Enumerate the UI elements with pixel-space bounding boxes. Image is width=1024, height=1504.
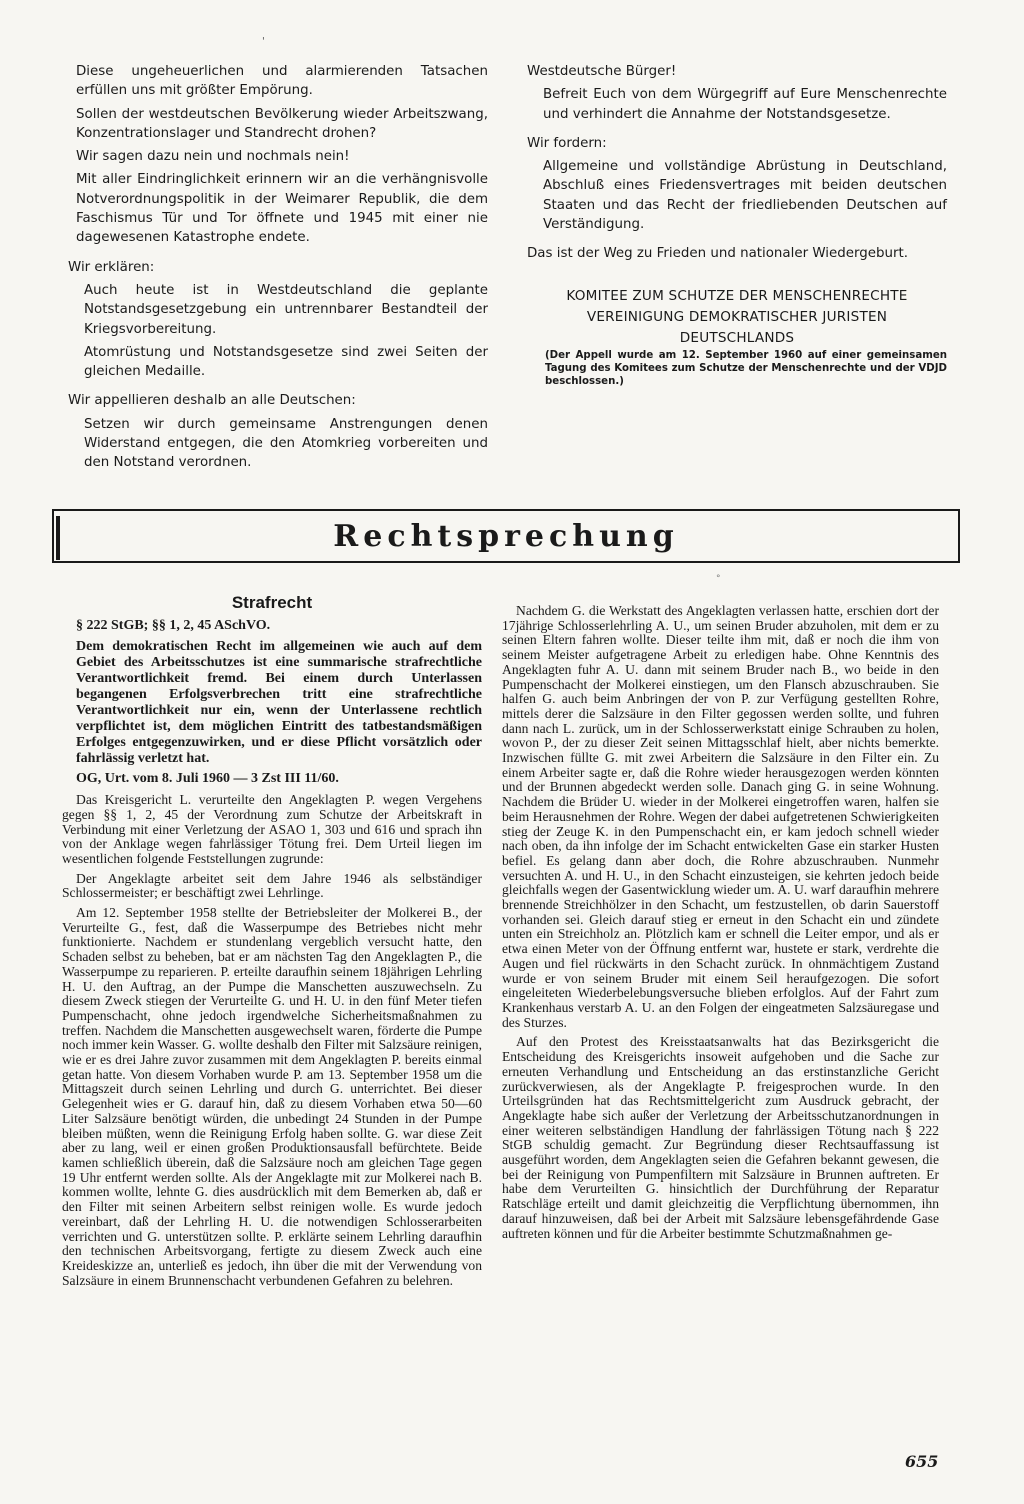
appeal-paragraph: Auch heute ist in Westdeutschland die geplante Notstandsgesetzgebung ein untrennbarer Bestandteil der Kriegsvorbereitung. — [84, 282, 488, 337]
signatory-line: VEREINIGUNG DEMOKRATISCHER JURISTEN — [586, 308, 888, 325]
appeal-paragraph: Atomrüstung und Notstandsgesetze sind zwei Seiten der gleichen Medaille. — [84, 344, 488, 380]
appeal-paragraph: Befreit Euch von dem Würgegriff auf Eure Menschenrechte und verhindert die Annahme der Notstandsgesetze. — [543, 87, 947, 122]
appeal-left-column — [68, 62, 488, 477]
headnote: Dem demokratischen Recht im allgemeinen wie auch auf dem Gebiet des Arbeitsschutzes ist eine summarische strafrechtliche Verantwortlichkeit fremd. Bei einem durch Unterlassen begangenen Erfolgsverbrechen tritt eine strafrechtliche Verantwortlichkeit nur ein, wenn der Unterlassene rechtlich verpflichtet ist, dem möglichen Eintritt des tatbestandsmäßigen Erfolges entgegenzuwirken, und er diese Pflicht vorsätzlich oder fahrlässig verletzt hat. — [76, 639, 482, 767]
section-title: Strafrecht — [231, 593, 313, 612]
banner-rule — [56, 516, 60, 560]
signatories — [527, 286, 947, 349]
appeal-paragraph: Diese ungeheuerlichen und alarmierenden Tatsachen erfüllen uns mit größter Empörung. — [76, 64, 488, 99]
appeal-paragraph: Sollen der westdeutschen Bevölkerung wieder Arbeitszwang, Konzentrationslager und Standrecht drohen? — [76, 106, 488, 141]
judgment-right-column — [502, 604, 939, 1246]
judgment-left-column — [62, 593, 482, 1293]
scan-mark: ' — [262, 36, 265, 47]
appeal-paragraph: Wir sagen dazu nein und nochmals nein! — [76, 149, 350, 165]
law-reference: § 222 StGB; §§ 1, 2, 45 ASchVO. — [76, 617, 271, 633]
body-paragraph: Am 12. September 1958 stellte der Betriebsleiter der Molkerei B., der Verurteilte G., fest, daß die Wasserpumpe des Betriebes nicht mehr funktionierte. Nachdem er stundenlang vergeblich versucht hatte, den Schaden selbst zu beheben, bat er am nächsten Tag den Angeklagten P., die Wasserpumpe zu reparieren. P. erteilte daraufhin seinem 18jährigen Lehrling H. U. den Auftrag, an der Pumpe die Manschetten auszuwechseln. Zu diesem Zweck stiegen der Verurteilte G. und H. U. in den fünf Meter tiefen Pumpenschacht, ohne jedoch irgendwelche Sicherheitsmaßnahmen zu treffen. Nachdem die Manschetten ausgewechselt waren, förderte die Pumpe noch immer kein Wasser. G. wollte deshalb den Filter mit Salzsäure reinigen, wie er es drei Jahre zuvor zusammen mit dem Angeklagten P. bereits einmal getan hatte. Von diesem Vorhaben wurde P. am 13. September 1958 um die Mittagszeit durch seinen Lehrling und durch G. unterrichtet. Bei dieser Gelegenheit wies er G. darauf hin, daß zu diesem Vorhaben etwa 50—60 Liter Salzsäure benötigt würden, die unbedingt 24 Stunden in der Pumpe bleiben müßten, wenn die Reinigung Erfolg haben sollte. G. war diese Zeit aber zu lang, weil er einen großen Produktionsausfall befürchtete. Beide kamen schließlich überein, daß die Salzsäure noch am gleichen Tage gegen 19 Uhr entfernt werden sollte. Als der Angeklagte mit zur Molkerei nach B. kommen wollte, lehnte G. dies ausdrücklich mit dem Bemerken ab, daß er den Filter mit seinen Arbeitern selbst reinigen wolle. Es wurde jedoch vereinbart, daß der Lehrling H. U. die notwendigen Schlosserarbeiten verrichten und G. unterstützen sollte. P. erklärte seinem Lehrling daraufhin den technischen Arbeitsvorgang, fertigte zu diesem Zweck auch eine Kreideskizze an, unterließ es jedoch, ihn über die mit der Verwendung von Salzsäure in einem Brunnenschacht verbundenen Gefahren zu belehren. — [62, 905, 482, 1288]
appeal-paragraph: Das ist der Weg zu Frieden und nationaler Wiedergeburt. — [527, 246, 908, 262]
body-paragraph: Das Kreisgericht L. verurteilte den Angeklagten P. wegen Vergehens gegen §§ 1, 2, 45 der Verordnung zum Schutze der Arbeitskraft in Verbindung mit einer Verletzung der ASAO 1, 303 und 616 und sprach ihn von der Anklage wegen fahrlässiger Tötung frei. Dem Urteil liegen im wesentlichen folgende Feststellungen zugrunde: — [62, 792, 482, 866]
body-paragraph: Auf den Protest des Kreisstaatsanwalts hat das Bezirksgericht die Entscheidung des Kreisgerichts insoweit aufgehoben und die Sache zur erneuten Verhandlung und Entscheidung an das erstinstanzliche Gericht zurückverwiesen, als der Angeklagte P. freigesprochen wurde. In den Urteilsgründen hat das Rechtsmittelgericht zum Ausdruck gebracht, der Angeklagte habe sich außer der Verletzung der Arbeitsschutzanordnungen in einer weiteren selbständigen Handlung der fahrlässigen Tötung nach § 222 StGB schuldig gemacht. Zur Begründung dieser Rechtsauffassung ist ausgeführt worden, dem Angeklagten seien die Gefahren bekannt gewesen, die bei der Reinigung von Pumpenfiltern mit Salzsäure in Brunnen auftreten. Er habe dem Verurteilten G. hinsichtlich der Durchführung der Reparatur Ratschläge erteilt und damit gleichzeitig die Verpflichtung übernommen, ihn darauf hinzuweisen, daß bei der Arbeit mit Salzsäure lebensgefährdende Gase auftreten können und für die Arbeiter bestimmte Schutzmaßnahmen ge- — [502, 1034, 939, 1241]
appeal-heading: Wir appellieren deshalb an alle Deutschen: — [68, 393, 356, 409]
page-number: 655 — [905, 1452, 939, 1471]
body-paragraph: Der Angeklagte arbeitet seit dem Jahre 1946 als selbständiger Schlossermeister; er beschäftigt zwei Lehrlinge. — [62, 870, 482, 901]
body-paragraph: Nachdem G. die Werkstatt des Angeklagten verlassen hatte, erschien dort der 17jährige Schlosserlehrling A. U., um seinen Bruder abzuholen, mit dem er zu seinen Eltern fahren wollte. Dieser teilte ihm mit, daß er noch die ihm von seinem Meister aufgetragene Arbeit zu erledigen habe. Ohne Kenntnis des Angeklagten fuhr A. U. dann mit seinem Bruder nach B., wo beide in den Pumpenschacht der Molkerei einstiegen, um den Flansch abzuschrauben. Sie halfen G. auch beim Anbringen der von P. zur Verfügung gestellten Rohre, mittels derer die Salzsäure in den Filter gegossen werden sollte, und fuhren dann nach L. zurück, um in der Schlosserwerkstatt einige Schrauben zu holen, wovon P., der zu dieser Zeit seinen Mittagsschlaf hielt, aber nichts bemerkte. Inzwischen füllte G. mit zwei Arbeitern die Salzsäure in den Filter ein. Zu einem Arbeiter sagte er, daß die Rohre wieder herausgezogen werden könnten und der Brunnen abgedeckt werden solle. Danach ging G. in seine Wohnung. Nachdem die Brüder U. wieder in der Molkerei eingetroffen waren, halfen sie beim Herausnehmen der Rohre. Wegen der dabei aufgetretenen Schwierigkeiten stieg der Zeuge K. in den Pumpenschacht ein, er kam jedoch schnell wieder nach oben, da ihn infolge der im Schacht entwickelten Gase ein starker Husten befiel. Es gelang dann aber doch, die Rohre abzuschrauben. Nunmehr versuchten A. und H. U., in den Schacht einzusteigen, sie kehrten jedoch beide gleichfalls wegen der Gasentwicklung wieder um. A. U. warf daraufhin mehrere brennende Streichhölzer in den Schacht, um festzustellen, ob darin Sauerstoff vorhanden sei. Gleich darauf stieg er erneut in den Schacht ein und zündete unten ein Streichholz an. Plötzlich kam er schnell die Leiter empor, und als er etwa einen Meter von der Öffnung entfernt war, hustete er stark, verdrehte die Augen und fiel rückwärts in den Schacht zurück. In ohnmächtigem Zustand wurde er von seinem Bruder mit einem Seil heraufgezogen. Die sofort eingeleiteten Wiederbelebungsversuche blieben erfolglos. Auf der Fahrt zum Krankenhaus verstarb A. U. an den Folgen der eingeatmeten Salzsäuregase und des Sturzes. — [502, 603, 939, 1030]
signatory-line: KOMITEE ZUM SCHUTZE DER MENSCHENRECHTE — [566, 287, 908, 304]
scan-mark: ° — [716, 574, 721, 584]
appeal-paragraph: Setzen wir durch gemeinsame Anstrengungen denen Widerstand entgegen, die den Atomkrieg vorbereiten und den Notstand verordnen. — [84, 416, 488, 471]
appeal-heading: Westdeutsche Bürger! — [527, 64, 677, 79]
section-banner-title: Rechtsprechung — [333, 519, 679, 554]
section-banner — [52, 509, 960, 563]
appeal-paragraph: Mit aller Eindringlichkeit erinnern wir an die verhängnisvolle Notverordnungspolitik in der Weimarer Republik, die dem Faschismus Tür und Tor öffnete und 1945 mit einer nie dagewesenen Katastrophe endete. — [76, 172, 488, 246]
appeal-right-column — [527, 62, 947, 392]
appeal-heading: Wir erklären: — [68, 259, 155, 275]
appeal-footnote: (Der Appell wurde am 12. September 1960 auf einer gemeinsamen Tagung des Komitees zum Schutze der Menschenrechte und der VDJD beschlossen.) — [545, 349, 947, 387]
appeal-heading: Wir fordern: — [527, 135, 607, 151]
case-reference: OG, Urt. vom 8. Juli 1960 — 3 Zst III 11/60. — [76, 771, 339, 787]
appeal-paragraph: Allgemeine und vollständige Abrüstung in Deutschland, Abschluß eines Friedensvertrages mit beiden deutschen Staaten und das Recht der friedliebenden Deutschen auf Verständigung. — [543, 159, 947, 233]
signatory-line: DEUTSCHLANDS — [679, 329, 795, 346]
